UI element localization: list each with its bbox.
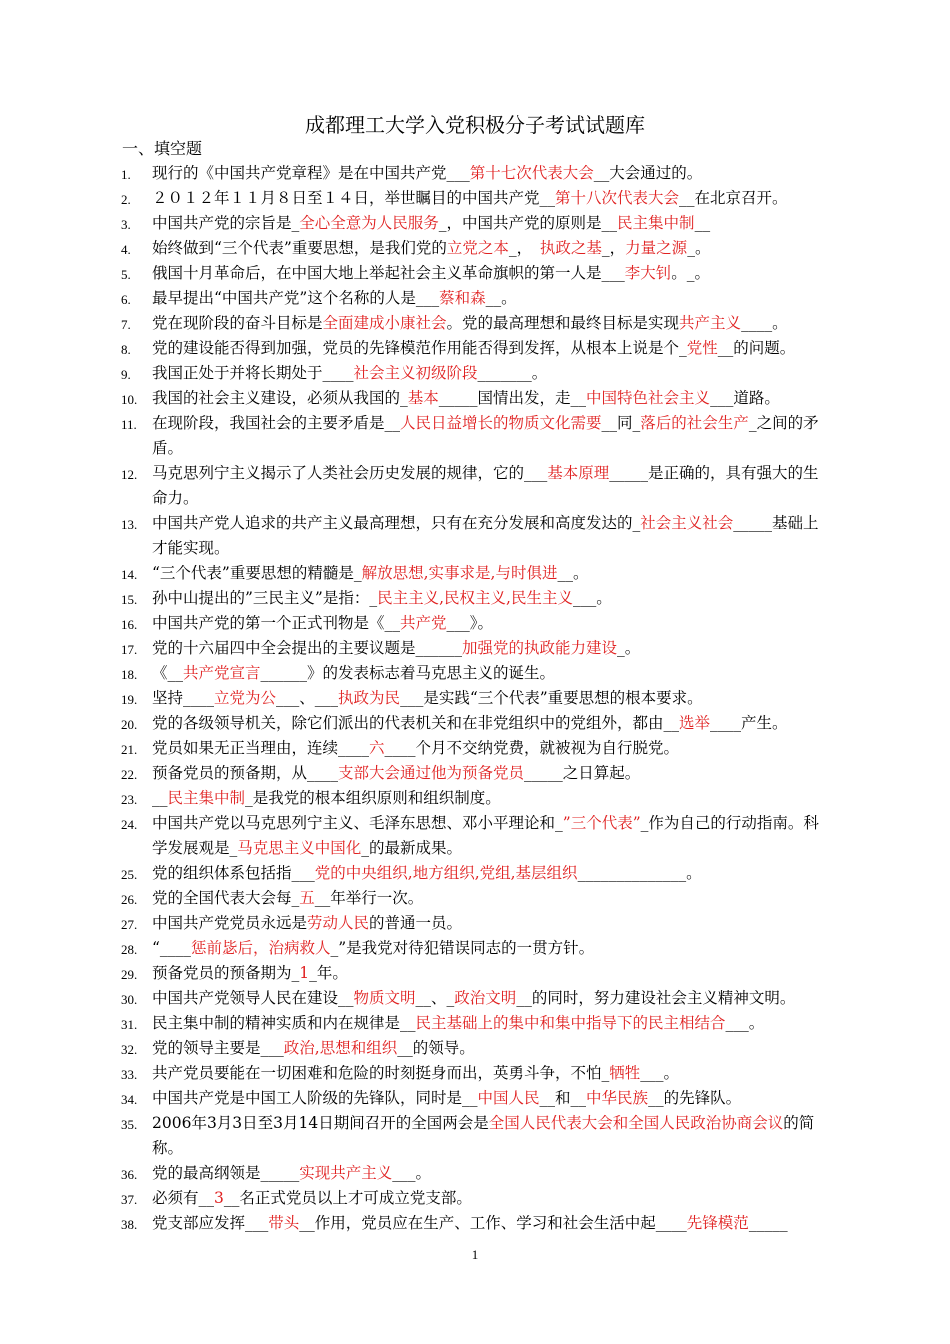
question-number: 11. <box>121 417 137 432</box>
question-text: __同_ <box>601 414 641 432</box>
answer-text: 全心全意为人民服务 <box>299 214 439 232</box>
question-number: 6. <box>121 292 131 307</box>
question-text: _”是我党对待犯错误同志的一贯方针。 <box>330 939 595 957</box>
question-item <box>0 311 830 336</box>
question-number: 2. <box>121 192 131 207</box>
question-text: 党的各级领导机关，除它们派出的代表机关和在非党组织中的党组外，都由__ <box>152 714 680 732</box>
question-text: 共产党员要能在一切困难和危险的时刻挺身而出，英勇斗争，不怕_ <box>152 1064 610 1082</box>
question-item <box>0 861 830 886</box>
answer-text: 民主主义,民权主义,民生主义 <box>377 589 573 607</box>
answer-text: 共产党 <box>400 614 447 632</box>
answer-text: 立党为公 <box>214 689 277 707</box>
answer-text: 五 <box>299 889 315 907</box>
question-item <box>0 186 830 211</box>
question-text: 党的十六届四中全会提出的主要议题是______ <box>152 639 463 657</box>
answer-text: 第十八次代表大会 <box>555 189 680 207</box>
question-item <box>0 636 830 661</box>
question-number: 14. <box>121 567 138 582</box>
question-text: 坚持____ <box>152 689 215 707</box>
question-text: 中国共产党人追求的共产主义最高理想，只有在充分发展和高度发达的_ <box>152 514 641 532</box>
question-text: ___。 <box>392 1164 432 1182</box>
answer-text: 支部大会通过他为预备党员 <box>338 764 525 782</box>
answer-text: 基本原理 <box>547 464 610 482</box>
question-number: 24. <box>121 817 138 832</box>
answer-text: 民主集中制 <box>617 214 695 232</box>
question-text: 中国共产党以马克思列宁主义、毛泽东思想、邓小平理论和_ <box>152 814 563 832</box>
answer-text: 六 <box>369 739 385 757</box>
question-text: ____个月不交纳党费，就被视为自行脱党。 <box>384 739 680 757</box>
question-text: __ <box>152 789 168 807</box>
answer-text: 落后的社会生产 <box>640 414 749 432</box>
question-text: _。 <box>687 239 711 257</box>
question-text: ______》的发表标志着马克思主义的诞生。 <box>260 664 556 682</box>
answer-text: 民主基础上的集中和集中指导下的民主相结合 <box>415 1014 726 1032</box>
question-text: “三个代表”重要思想的精髓是_ <box>152 564 362 582</box>
question-item <box>0 711 830 736</box>
question-number: 8. <box>121 342 131 357</box>
question-number: 15. <box>121 592 138 607</box>
answer-text: 物质文明 <box>353 989 416 1007</box>
question-text: __的先锋队。 <box>648 1089 742 1107</box>
question-number: 26. <box>121 892 138 907</box>
question-item <box>0 361 830 386</box>
question-item <box>0 986 830 1011</box>
answer-text: 中华民族 <box>586 1089 649 1107</box>
question-item <box>0 1061 830 1086</box>
question-number: 37. <box>121 1192 138 1207</box>
question-number: 27. <box>121 917 138 932</box>
question-item <box>0 1211 830 1236</box>
answer-text: 牺牲 <box>609 1064 641 1082</box>
question-text: 中国共产党党员永远是 <box>152 914 308 932</box>
answer-text: 全国人民代表大会和全国人民政治协商会议 <box>488 1114 784 1132</box>
answer-text: 加强党的执政能力建设 <box>462 639 618 657</box>
question-text: _____ <box>748 1214 788 1232</box>
question-item <box>0 511 830 561</box>
question-text: __的问题。 <box>717 339 796 357</box>
question-text: 党支部应发挥___ <box>152 1214 269 1232</box>
question-text: 在现阶段，我国社会的主要矛盾是__ <box>152 414 401 432</box>
question-text: __名正式党员以上才可成立党支部。 <box>223 1189 472 1207</box>
question-number: 1. <box>121 167 131 182</box>
question-text: ___是实践“三个代表”重要思想的根本要求。 <box>400 689 703 707</box>
answer-text: 实现共产主义 <box>299 1164 393 1182</box>
question-text: 必须有__ <box>152 1189 215 1207</box>
question-number: 35. <box>121 1117 138 1132</box>
question-text: ___》。 <box>446 614 494 632</box>
question-item <box>0 761 830 786</box>
question-item <box>0 386 830 411</box>
answer-text: 社会主义初级阶段 <box>353 364 478 382</box>
question-text: 俄国十月革命后，在中国大地上举起社会主义革命旗帜的第一人是___ <box>152 264 625 282</box>
question-item <box>0 686 830 711</box>
section-heading: 一、填空题 <box>122 139 203 158</box>
question-text: 孙中山提出的”三民主义”是指：_ <box>152 589 378 607</box>
question-number: 16. <box>121 617 138 632</box>
question-number: 7. <box>121 317 131 332</box>
question-text: 党的全国代表大会每_ <box>152 889 300 907</box>
question-text: __年举行一次。 <box>314 889 424 907</box>
question-item <box>0 461 830 511</box>
question-number: 36. <box>121 1167 138 1182</box>
answer-text: 力量之源 <box>625 239 688 257</box>
question-text: 2006年3月3日至3月14日期间召开的全国两会是 <box>152 1114 489 1132</box>
question-text: 党的最高纲领是_____ <box>152 1164 300 1182</box>
question-text: _，中国共产党的原则是__ <box>438 214 618 232</box>
question-text: ___、___ <box>276 689 339 707</box>
question-text: 党的组织体系包括指___ <box>152 864 315 882</box>
question-text: _的最新成果。 <box>361 839 463 857</box>
question-text: 我国的社会主义建设，必须从我国的_ <box>152 389 408 407</box>
question-item <box>0 886 830 911</box>
answer-text: 蔡和森 <box>439 289 486 307</box>
question-item <box>0 1161 830 1186</box>
question-text: 马克思列宁主义揭示了人类社会历史发展的规律，它的___ <box>152 464 548 482</box>
question-text: _。 <box>617 639 641 657</box>
question-item <box>0 736 830 761</box>
question-list <box>0 161 950 1236</box>
answer-text: 全面建成小康社会 <box>322 314 447 332</box>
question-number: 38. <box>121 1217 138 1232</box>
question-text: _____是正确的，具有强大的生命力。 <box>152 464 819 507</box>
question-text: _， <box>508 239 540 257</box>
question-number: 3. <box>121 217 131 232</box>
question-number: 10. <box>121 392 138 407</box>
document-title: 成都理工大学入党积极分子考试试题库 <box>305 113 645 137</box>
question-number: 12. <box>121 467 138 482</box>
question-number: 4. <box>121 242 131 257</box>
question-number: 30. <box>121 992 138 1007</box>
question-item <box>0 261 830 286</box>
question-item <box>0 936 830 961</box>
question-number: 25. <box>121 867 138 882</box>
question-text: 的简称。 <box>152 1114 815 1157</box>
answer-text: 带头 <box>268 1214 300 1232</box>
question-text: 。_。 <box>671 264 711 282</box>
question-item <box>0 211 830 236</box>
question-text: __ <box>694 214 711 232</box>
question-text: _年。 <box>309 964 348 982</box>
answer-text: 中国人民 <box>477 1089 540 1107</box>
question-text: ２０１２年１１月８日至１４日，举世瞩目的中国共产党__ <box>152 189 556 207</box>
question-text: 最早提出“中国共产党”这个名称的人是___ <box>152 289 440 307</box>
page-number: 1 <box>471 1247 479 1262</box>
question-number: 13. <box>121 517 138 532</box>
answer-text: 民主集中制 <box>167 789 246 807</box>
answer-text: 马克思主义中国化 <box>237 839 362 857</box>
question-number: 5. <box>121 267 131 282</box>
question-text: __大会通过的。 <box>593 164 703 182</box>
answer-text: ”三个代表” <box>562 814 641 832</box>
question-number: 17. <box>121 642 138 657</box>
question-text: _______。 <box>477 364 548 382</box>
question-text: 始终做到“三个代表”重要思想，是我们党的 <box>152 239 447 257</box>
question-item <box>0 661 830 686</box>
question-number: 33. <box>121 1067 138 1082</box>
question-text: ___道路。 <box>710 389 780 407</box>
question-number: 21. <box>121 742 138 757</box>
question-item <box>0 236 830 261</box>
question-item <box>0 336 830 361</box>
answer-text: 李大钊 <box>624 264 672 282</box>
question-text: _____之日算起。 <box>524 764 641 782</box>
question-text: 预备党员的预备期，从____ <box>152 764 339 782</box>
question-text: ___。 <box>572 589 612 607</box>
question-text: 党员如果无正当理由，连续____ <box>152 739 370 757</box>
question-text: 党的建设能否得到加强，党员的先锋模范作用能否得到发挥，从根本上说是个_ <box>152 339 687 357</box>
answer-text: 党性 <box>686 339 718 357</box>
answer-text: 1 <box>299 964 310 982</box>
answer-text: 基本 <box>407 389 439 407</box>
answer-text: 执政为民 <box>338 689 401 707</box>
question-text: 中国共产党是中国工人阶级的先锋队，同时是__ <box>152 1089 478 1107</box>
question-number: 29. <box>121 967 138 982</box>
question-text: _， <box>601 239 626 257</box>
question-text: 中国共产党领导人民在建设__ <box>152 989 354 1007</box>
answer-text: 人民日益增长的物质文化需要 <box>400 414 602 432</box>
answer-text: 中国特色社会主义 <box>586 389 711 407</box>
question-text: __。 <box>557 564 589 582</box>
question-item <box>0 161 830 186</box>
answer-text: 党的中央组织,地方组织,党组,基层组织 <box>314 864 578 882</box>
question-text: _之间的矛盾。 <box>152 414 819 457</box>
question-number: 28. <box>121 942 138 957</box>
question-item <box>0 1036 830 1061</box>
answer-text: 惩前毖后，治病救人 <box>190 939 331 957</box>
question-item <box>0 811 830 861</box>
question-text: 《__ <box>152 664 184 682</box>
question-item <box>0 1086 830 1111</box>
question-text: 。党的最高理想和最终目标是实现 <box>446 314 680 332</box>
question-item <box>0 586 830 611</box>
question-text: __。 <box>485 289 517 307</box>
question-item <box>0 1186 830 1211</box>
question-item <box>0 611 830 636</box>
question-item <box>0 1111 830 1161</box>
question-number: 20. <box>121 717 138 732</box>
question-number: 19. <box>121 692 138 707</box>
question-text: “____ <box>152 939 191 957</box>
question-text: 民主集中制的精神实质和内在规律是__ <box>152 1014 416 1032</box>
answer-text: 第十七次代表大会 <box>469 164 594 182</box>
question-text: _____国情出发，走__ <box>438 389 587 407</box>
question-item <box>0 961 830 986</box>
question-text: 党的领导主要是___ <box>152 1039 284 1057</box>
question-text: 中国共产党的第一个正式刊物是《__ <box>152 614 401 632</box>
question-text: __、_ <box>415 989 455 1007</box>
answer-text: 解放思想,实事求是,与时俱进 <box>361 564 558 582</box>
question-text: ______________。 <box>577 864 702 882</box>
question-number: 9. <box>121 367 131 382</box>
question-text: 的普通一员。 <box>369 914 463 932</box>
answer-text: 社会主义社会 <box>640 514 734 532</box>
answer-text: 劳动人民 <box>307 914 370 932</box>
question-item <box>0 786 830 811</box>
question-text: _是我党的根本组织原则和组织制度。 <box>245 789 501 807</box>
answer-text: 选举 <box>679 714 711 732</box>
question-text: __的同时，努力建设社会主义精神文明。 <box>516 989 796 1007</box>
answer-text: 先锋模范 <box>686 1214 749 1232</box>
question-text: __在北京召开。 <box>679 189 788 207</box>
question-text: _____基础上才能实现。 <box>152 514 819 557</box>
answer-text: 3 <box>214 1189 224 1207</box>
answer-text: 政治,思想和组织 <box>283 1039 398 1057</box>
question-text: ___。 <box>640 1064 680 1082</box>
question-item <box>0 1011 830 1036</box>
question-number: 22. <box>121 767 138 782</box>
question-text: 我国正处于并将长期处于____ <box>152 364 354 382</box>
question-number: 31. <box>121 1017 138 1032</box>
question-text: ___。 <box>725 1014 765 1032</box>
question-text: __作用，党员应在生产、工作、学习和社会生活中起____ <box>299 1214 687 1232</box>
answer-text: 政治文明 <box>454 989 517 1007</box>
question-text: ____产生。 <box>710 714 788 732</box>
answer-text: 立党之本 <box>446 239 509 257</box>
answer-text: 共产主义 <box>679 314 742 332</box>
question-number: 34. <box>121 1092 138 1107</box>
question-item <box>0 286 830 311</box>
question-text: 预备党员的预备期为_ <box>152 964 300 982</box>
question-number: 23. <box>121 792 138 807</box>
question-text: 中国共产党的宗旨是_ <box>152 214 300 232</box>
question-text: 党在现阶段的奋斗目标是 <box>152 314 323 332</box>
question-number: 18. <box>121 667 138 682</box>
question-text: 现行的《中国共产党章程》是在中国共产党___ <box>152 164 470 182</box>
question-text: ____。 <box>741 314 788 332</box>
question-item <box>0 561 830 586</box>
answer-text: 执政之基 <box>539 239 602 257</box>
question-item <box>0 911 830 936</box>
question-item <box>0 411 830 461</box>
answer-text: 共产党宣言 <box>183 664 261 682</box>
question-text: __和__ <box>539 1089 587 1107</box>
question-text: __的领导。 <box>397 1039 475 1057</box>
question-number: 32. <box>121 1042 138 1057</box>
question-text: _作为自己的行动指南。科学发展观是_ <box>152 814 819 857</box>
